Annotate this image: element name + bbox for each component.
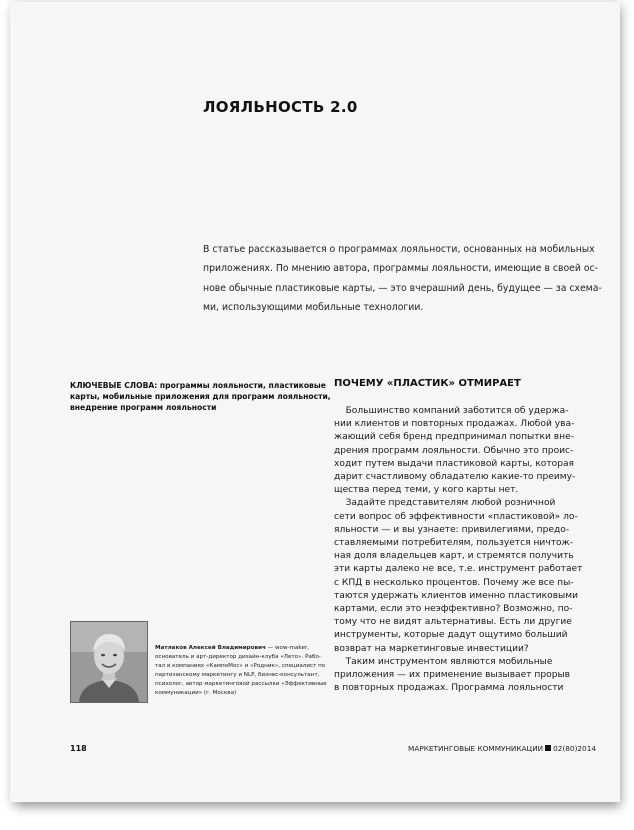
author-portrait-image xyxy=(71,622,147,702)
body-line: эти карты далеко не все, т.е. инструмент работает xyxy=(334,564,583,575)
square-separator-icon xyxy=(545,745,551,751)
abstract-line: нове обычные пластиковые карты, — это вчерашний день, будущее — за схема- xyxy=(203,282,602,294)
body-line: ходит путем выдачи пластиковой карты, которая xyxy=(334,458,575,469)
body-line: Таким инструментом являются мобильные xyxy=(334,656,553,667)
author-name: Матлаков Алексей Владимирович xyxy=(155,645,266,651)
body-line: дрения программ лояльности. Обычно это проис- xyxy=(334,445,574,456)
body-line: в повторных продажах. Программа лояльности xyxy=(334,683,564,694)
journal-footer xyxy=(408,744,596,753)
body-line: тому что не видят альтернативы. Есть ли другие xyxy=(334,617,572,628)
section-body xyxy=(334,405,583,695)
body-line: нии клиентов и повторных продажах. Любой ува- xyxy=(334,419,575,430)
article-title: ЛОЯЛЬНОСТЬ 2.0 xyxy=(203,98,358,116)
journal-issue: 02(80)2014 xyxy=(553,744,596,753)
abstract-line: приложениях. По мнению автора, программы лояльности, имеющие в своей ос- xyxy=(203,263,599,275)
section-heading: ПОЧЕМУ «ПЛАСТИК» ОТМИРАЕТ xyxy=(334,378,521,389)
abstract-line: В статье рассказывается о программах лояльности, основанных на мобильных xyxy=(203,244,595,255)
body-line: приложения — их применение вызывает прорыв xyxy=(334,670,571,681)
keywords-line: карты, мобильные приложения для программ лояльности, xyxy=(70,392,331,401)
body-line: инструменты, которые дадут ощутимо больший xyxy=(334,630,568,641)
keywords-line: КЛЮЧЕВЫЕ СЛОВА: программы лояльности, пластиковые xyxy=(70,381,326,390)
keywords-block xyxy=(70,380,331,413)
body-line: Задайте представителям любой розничной xyxy=(334,498,556,509)
author-bio-line: коммуникации» (г. Москва) xyxy=(155,690,237,696)
author-bio-line: психолог, автор маркетинговой рассылки «Эффективные xyxy=(155,681,327,687)
author-photo xyxy=(70,621,148,703)
body-line: жающий себя бренд предпринимал попытки вне- xyxy=(334,432,574,443)
author-bio-line: тал в компаниях «КампоМос» и «Родник», специалист по xyxy=(155,663,326,669)
body-line: сети вопрос об эффективности «пластиковой» ло- xyxy=(334,511,578,522)
body-line: яльности — и вы узнаете: привилегиями, предо- xyxy=(334,524,570,535)
author-bio-text: — wow-maker, xyxy=(265,645,309,651)
body-line: таются удержать клиентов именно пластиковыми xyxy=(334,590,579,601)
journal-name: МАРКЕТИНГОВЫЕ КОММУНИКАЦИИ xyxy=(408,744,544,753)
author-bio-line: основатель и арт-директор дизайн-клуба «Лето». Рабо- xyxy=(155,654,321,660)
article-abstract xyxy=(203,240,602,317)
author-bio-line: партизанскому маркетингу и NLP, бизнес-консультант, xyxy=(155,672,320,678)
body-line: щества перед теми, у кого карты нет. xyxy=(334,485,519,496)
keywords-line: внедрение программ лояльности xyxy=(70,403,217,412)
body-line: с КПД в несколько процентов. Почему же все пы- xyxy=(334,577,574,588)
page-number: 118 xyxy=(70,744,87,753)
author-bio xyxy=(155,644,327,698)
body-line: картами, если это неэффективно? Возможно, по- xyxy=(334,604,573,615)
abstract-line: ми, использующими мобильные технологии. xyxy=(203,301,424,313)
author-bio-line xyxy=(155,644,315,653)
body-line: Большинство компаний заботится об удержа- xyxy=(334,406,569,416)
body-line: дарит счастливому обладателю какие-то преиму- xyxy=(334,472,576,483)
body-line: возврат на маркетинговые инвестиции? xyxy=(334,643,529,654)
body-line: ная доля владельцев карт, и стремятся получить xyxy=(334,551,574,562)
body-line: ставляемыми потребителям, пользуется ничтож- xyxy=(334,538,574,549)
